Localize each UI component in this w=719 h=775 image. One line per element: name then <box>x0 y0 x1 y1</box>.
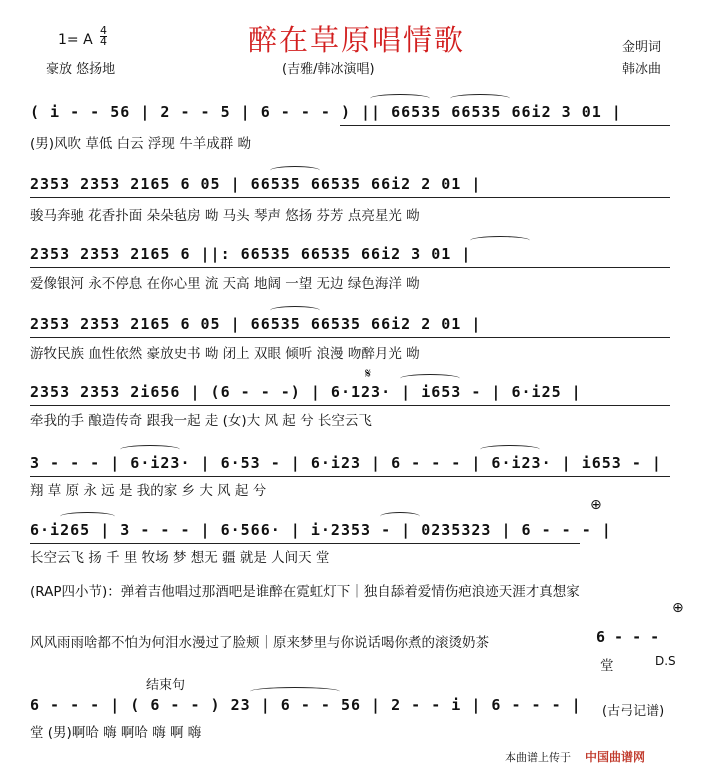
notation-credit: (古弓记谱) <box>602 704 665 719</box>
time-signature-bottom: 4 <box>100 35 107 48</box>
tempo-marking: 豪放 悠扬地 <box>46 62 116 77</box>
composer: 韩冰曲 <box>622 62 662 77</box>
key-signature: 1= A <box>58 32 93 48</box>
coda-icon: ⊕ <box>590 497 602 513</box>
upload-note: 本曲谱上传于 <box>505 751 571 764</box>
score-row-3 <box>0 245 719 267</box>
notation-line: 2353 2353 2165 6 ||: 66535 66535 66i2 3 01 | <box>30 245 472 263</box>
song-title: 醉在草原唱情歌 <box>248 23 466 57</box>
site-logo: 中国曲谱网 <box>585 750 646 764</box>
rap-line-2: 风风雨雨啥都不怕为何泪水漫过了脸颊｜原来梦里与你说话喝你煮的滚烫奶茶 <box>30 635 489 651</box>
coda-icon-2: ⊕ <box>672 600 684 616</box>
notation-line: 6·i265 | 3 - - - | 6·566· | i·2353 - | 0235323 | 6 - - - | <box>30 521 612 539</box>
score-row-2 <box>0 175 719 197</box>
score-row-5 <box>0 383 719 405</box>
notation-line: 2353 2353 2i656 | (6 - - -) | 6·123· | i653 - | 6·i25 | <box>30 383 582 401</box>
coda-lyric: 堂 <box>600 658 614 674</box>
notation-line: 2353 2353 2165 6 05 | 66535 66535 66i2 2 01 | <box>30 315 482 333</box>
ending-label: 结束句 <box>146 678 186 693</box>
lyrics-line-3: 爱像银河 永不停息 在你心里 流 天高 地阔 一望 无边 绿色海洋 呦 <box>30 276 420 292</box>
score-row-1 <box>0 103 719 125</box>
notation-line: ( i - - 56 | 2 - - 5 | 6 - - - ) || 66535 66535 66i2 3 01 | <box>30 103 622 121</box>
lyrics-line-1: (男)风吹 草低 白云 浮现 牛羊成群 呦 <box>30 136 251 152</box>
coda-note: 6 - - - <box>596 628 660 646</box>
singers: (吉雅/韩冰演唱) <box>282 62 375 77</box>
lyricist: 金明词 <box>622 40 662 55</box>
segno-icon: 𝄋 <box>365 366 372 382</box>
notation-line: 3 - - - | 6·i23· | 6·53 - | 6·i23 | 6 - - - | 6·i23· | i653 - | <box>30 454 662 472</box>
notation-line: 2353 2353 2165 6 05 | 66535 66535 66i2 2 01 | <box>30 175 482 193</box>
lyrics-line-8: 堂 (男)啊哈 嗨 啊哈 嗨 啊 嗨 <box>30 725 202 741</box>
time-signature <box>100 26 107 47</box>
lyrics-line-7: 长空云飞 扬 千 里 牧场 梦 想无 疆 就是 人间天 堂 <box>30 550 330 566</box>
notation-line: 6 - - - | ( 6 - - ) 23 | 6 - - 56 | 2 - - i | 6 - - - | <box>30 696 582 714</box>
time-signature-top: 4 <box>100 24 107 37</box>
ds-marking: D.S <box>655 654 676 668</box>
rap-line-1: (RAP四小节)：弹着吉他唱过那酒吧是谁醉在霓虹灯下｜独自舔着爱情伤疤浪迹天涯才真想家 <box>30 584 580 600</box>
score-row-6 <box>0 454 719 476</box>
lyrics-line-2: 骏马奔驰 花香扑面 朵朵毡房 呦 马头 琴声 悠扬 芬芳 点亮星光 呦 <box>30 208 420 224</box>
lyrics-line-4: 游牧民族 血性依然 豪放史书 呦 闭上 双眼 倾听 浪漫 吻醉月光 呦 <box>30 346 420 362</box>
score-row-7 <box>0 521 719 543</box>
lyrics-line-6: 翔 草 原 永 远 是 我的家 乡 大 风 起 兮 <box>30 483 267 499</box>
score-row-4 <box>0 315 719 337</box>
lyrics-line-5: 牵我的手 酿造传奇 跟我一起 走 (女)大 风 起 兮 长空云飞 <box>30 413 372 429</box>
